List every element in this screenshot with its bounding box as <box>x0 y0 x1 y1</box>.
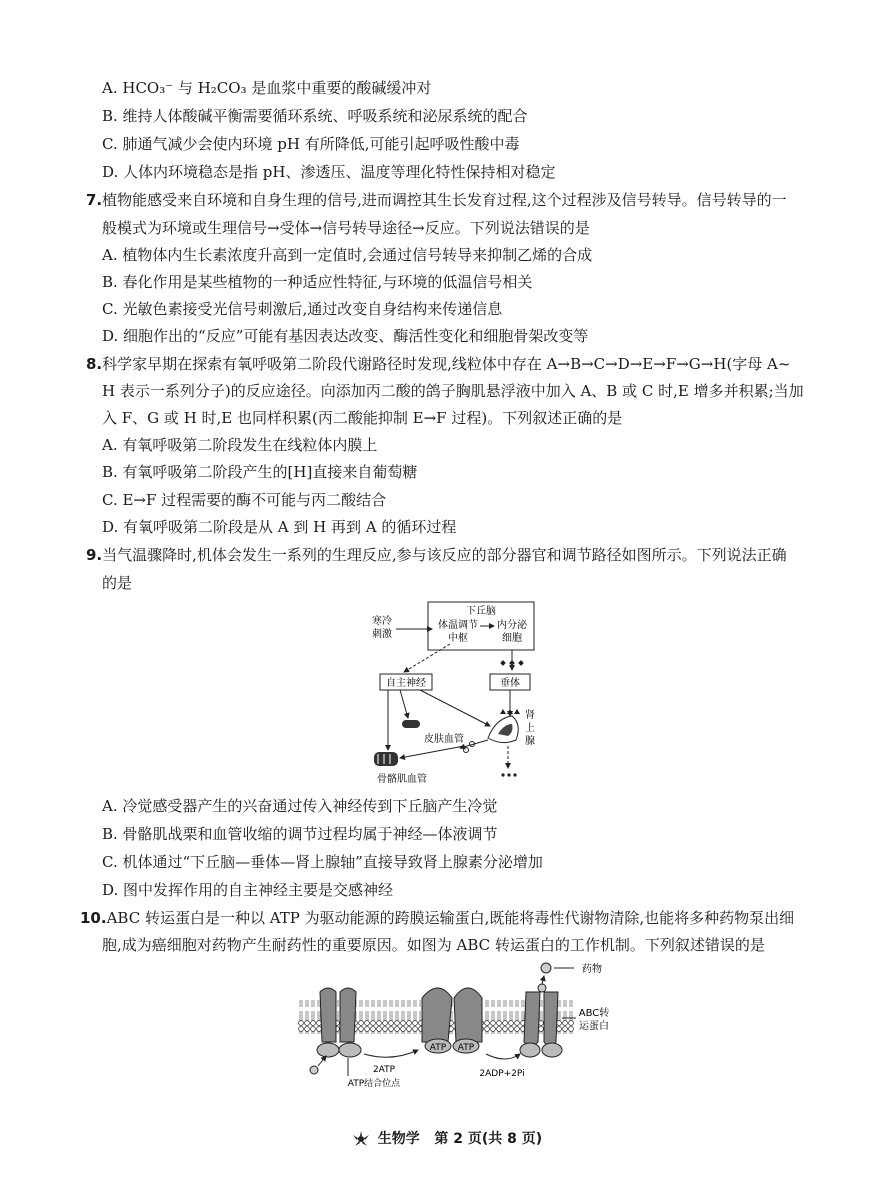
q7-stem-line-1: 7.植物能感受来自环境和自身生理的信号,进而调控其生长发育过程,这个过程涉及信号转导。信号转导的一 <box>86 191 787 209</box>
muscle-vessel-label: 骨骼肌血管 <box>377 774 427 785</box>
q10-figure <box>292 958 632 1088</box>
q8-stem-line-3: 入 F、G 或 H 时,E 也同样积累(丙二酸能抑制 E→F 过程)。下列叙述正确的是 <box>102 409 623 427</box>
endocrine-label-2: 细胞 <box>502 633 522 644</box>
q9-stem-line-1: 9.当气温骤降时,机体会发生一系列的生理反应,参与该反应的部分器官和调节路径如图所示。下列说法正确 <box>86 546 787 564</box>
page-footer <box>0 1128 892 1148</box>
q8-stem-line-1: 8.科学家早期在探索有氧呼吸第二阶段代谢路径时发现,线粒体中存在 A→B→C→D→E→F→G→H(字母 A~ <box>86 355 791 373</box>
q10-number: 10. <box>80 909 107 927</box>
publisher-logo-icon <box>350 1130 372 1148</box>
q6-option-b: B. 维持人体酸碱平衡需要循环系统、呼吸系统和泌尿系统的配合 <box>102 107 528 125</box>
q6-option-d: D. 人体内环境稳态是指 pH、渗透压、温度等理化特性保持相对稳定 <box>102 163 556 181</box>
pituitary-label: 垂体 <box>500 678 520 689</box>
autonomic-nerve-label: 自主神经 <box>386 678 426 689</box>
q9-option-d: D. 图中发挥作用的自主神经主要是交感神经 <box>102 881 394 899</box>
q9-option-a: A. 冷觉感受器产生的兴奋通过传入神经传到下丘脑产生冷觉 <box>102 797 498 815</box>
hypothalamus-label: 下丘脑 <box>466 606 496 617</box>
adrenal-label-3: 腺 <box>525 736 535 747</box>
adp-out-label: 2ADP+2Pi <box>479 1069 525 1079</box>
q8-option-d: D. 有氧呼吸第二阶段是从 A 到 H 再到 A 的循环过程 <box>102 518 457 536</box>
q9-option-c: C. 机体通过“下丘脑—垂体—肾上腺轴”直接导致肾上腺素分泌增加 <box>102 853 543 871</box>
skin-vessel-label: 皮肤血管 <box>424 734 464 745</box>
endocrine-label-1: 内分泌 <box>497 620 527 631</box>
q6-option-c: C. 肺通气减少会使内环境 pH 有所降低,可能引起呼吸性酸中毒 <box>102 135 520 153</box>
thermo-center-label-1: 体温调节 <box>438 620 478 631</box>
q7-option-c: C. 光敏色素接受光信号刺激后,通过改变自身结构来传递信息 <box>102 300 503 318</box>
drug-label: 药物 <box>582 964 602 975</box>
q8-option-a: A. 有氧呼吸第二阶段发生在线粒体内膜上 <box>102 436 378 454</box>
q8-number: 8. <box>86 355 103 373</box>
q9-number: 9. <box>86 546 103 564</box>
q6-option-a: A. HCO₃⁻ 与 H₂CO₃ 是血浆中重要的酸碱缓冲对 <box>102 79 432 97</box>
atp-label-b: ATP <box>457 1043 475 1053</box>
adrenal-label-1: 肾 <box>525 710 535 721</box>
transporter-label-1: ABC转 <box>578 1008 610 1019</box>
q9-stem-line-2: 的是 <box>102 574 133 592</box>
transporter-label-2: 运蛋白 <box>579 1021 609 1032</box>
stimulus-label: 刺激 <box>372 629 392 640</box>
q7-option-a: A. 植物体内生长素浓度升高到一定值时,会通过信号转导来抑制乙烯的合成 <box>102 246 593 264</box>
adrenal-label-2: 上 <box>525 723 535 734</box>
q7-number: 7. <box>86 191 103 209</box>
footer-page-number: 第 2 页(共 8 页) <box>434 1131 543 1147</box>
atp-in-label: 2ATP <box>372 1065 396 1075</box>
q9-figure <box>360 600 540 788</box>
q8-stem-line-2: H 表示一系列分子)的反应途径。向添加丙二酸的鸽子胸肌悬浮液中加入 A、B 或 C 时,E 增多并积累;当加 <box>102 382 804 400</box>
cold-label: 寒冷 <box>372 616 392 627</box>
skin-vessel-shape <box>402 720 420 728</box>
q7-option-b: B. 春化作用是某些植物的一种适应性特征,与环境的低温信号相关 <box>102 273 533 291</box>
q9-option-b: B. 骨骼肌战栗和血管收缩的调节过程均属于神经—体液调节 <box>102 825 498 843</box>
drug-molecule <box>541 963 551 973</box>
q10-stem-line-2: 胞,成为癌细胞对药物产生耐药性的重要原因。如图为 ABC 转运蛋白的工作机制。下列叙述错误的是 <box>102 936 765 954</box>
q7-option-d: D. 细胞作出的“反应”可能有基因表达改变、酶活性变化和细胞骨架改变等 <box>102 327 589 345</box>
q8-option-b: B. 有氧呼吸第二阶段产生的[H]直接来自葡萄糖 <box>102 463 418 481</box>
q10-stem-line-1: 10.ABC 转运蛋白是一种以 ATP 为驱动能源的跨膜运输蛋白,既能将毒性代谢物清除,也能将多种药物泵出细 <box>80 909 795 927</box>
footer-subject: 生物学 <box>377 1131 420 1147</box>
atp-label-a: ATP <box>429 1043 447 1053</box>
thermo-center-label-2: 中枢 <box>448 633 468 644</box>
atp-site-label: ATP结合位点 <box>347 1079 401 1088</box>
q8-option-c: C. E→F 过程需要的酶不可能与丙二酸结合 <box>102 491 387 509</box>
q7-stem-line-2: 般模式为环境或生理信号→受体→信号转导途径→反应。下列说法错误的是 <box>102 219 590 237</box>
